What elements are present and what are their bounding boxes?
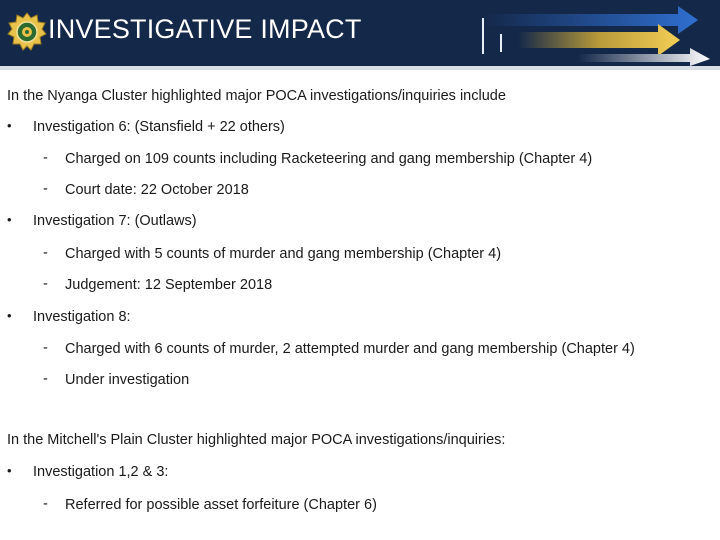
sub-list-item: Under investigation: [65, 372, 190, 388]
section-intro: In the Nyanga Cluster highlighted major POCA investigations/inquiries include: [7, 88, 506, 104]
page-title: INVESTIGATIVE IMPACT: [48, 14, 362, 44]
sub-list-item: Charged on 109 counts including Racketeering and gang membership (Chapter 4): [65, 151, 593, 167]
sub-list-item: Judgement: 12 September 2018: [65, 277, 273, 293]
sub-list-item: Referred for possible asset forfeiture (Chapter 6): [65, 497, 377, 513]
dash-icon: -: [43, 340, 48, 356]
bullet-icon: •: [7, 308, 12, 323]
dash-icon: -: [43, 276, 48, 292]
list-item: Investigation 1,2 & 3:: [33, 464, 169, 480]
dash-icon: -: [43, 150, 48, 166]
list-item: Investigation 7: (Outlaws): [33, 213, 197, 229]
dash-icon: -: [43, 496, 48, 512]
section-intro: In the Mitchell's Plain Cluster highlighted major POCA investigations/inquiries:: [7, 432, 506, 448]
bullet-icon: •: [7, 463, 12, 478]
bullet-icon: •: [7, 212, 12, 227]
dash-icon: -: [43, 245, 48, 261]
list-item: Investigation 8:: [33, 309, 131, 325]
sub-list-item: Court date: 22 October 2018: [65, 182, 249, 198]
sub-list-item: Charged with 5 counts of murder and gang membership (Chapter 4): [65, 246, 502, 262]
bullet-icon: •: [7, 118, 12, 133]
dash-icon: -: [43, 181, 48, 197]
sub-list-item: Charged with 6 counts of murder, 2 attempted murder and gang membership (Chapter 4): [65, 341, 635, 357]
list-item: Investigation 6: (Stansfield + 22 others): [33, 119, 285, 135]
dash-icon: -: [43, 371, 48, 387]
